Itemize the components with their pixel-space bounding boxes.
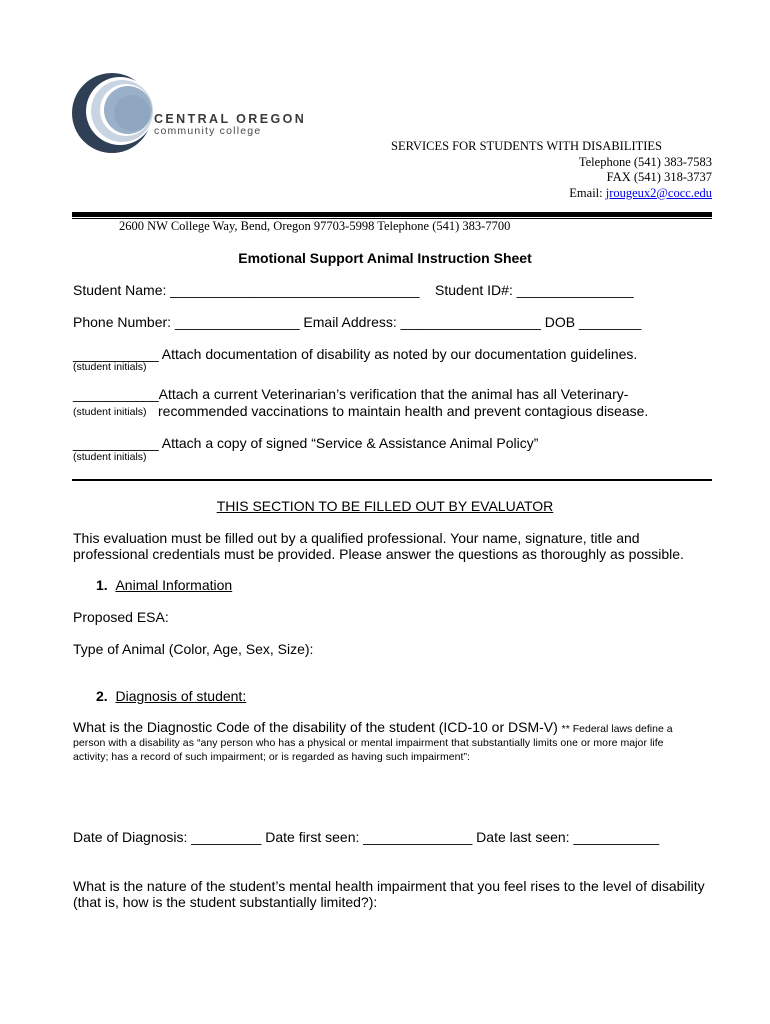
student-initials-label-1: (student initials) [73, 361, 147, 373]
college-address: 2600 NW College Way, Bend, Oregon 97703-5998 Telephone (541) 383-7700 [119, 219, 511, 233]
header-rule [72, 212, 712, 217]
college-logo-icon [70, 68, 154, 158]
section-title-diagnosis: Diagnosis of student: [115, 688, 247, 704]
diagnostic-code-question [73, 719, 673, 735]
email-label: Email: [569, 185, 606, 200]
section-number-2: 2. [96, 688, 108, 704]
section-number-1: 1. [96, 577, 108, 593]
checklist-item-veterinarian-cont: recommended vaccinations to maintain health and prevent contagious disease. [158, 403, 649, 419]
office-title: SERVICES FOR STUDENTS WITH DISABILITIES [391, 139, 662, 153]
student-initials-label-2: (student initials) [73, 406, 147, 418]
diagnostic-code-text: What is the Diagnostic Code of the disability of the student (ICD-10 or DSM-V) [73, 719, 558, 735]
office-telephone: Telephone (541) 383-7583 [578, 154, 712, 169]
impairment-question-line2: (that is, how is the student substantially limited?): [73, 894, 378, 910]
contact-fields-row[interactable]: Phone Number: ________________ Email Address: __________________ DOB ________ [73, 314, 642, 330]
section-diagnosis [96, 688, 246, 704]
college-logo [70, 68, 310, 158]
dates-fields-row[interactable]: Date of Diagnosis: _________ Date first seen: ______________ Date last seen: ___________ [73, 829, 660, 845]
section-title-animal-information: Animal Information [115, 577, 233, 593]
office-email-row [391, 186, 712, 202]
proposed-esa-field[interactable]: Proposed ESA: [73, 609, 169, 625]
logo-subname: community college [154, 125, 262, 137]
evaluator-intro-line2: professional credentials must be provided. Please answer the questions as thoroughly as possible. [73, 546, 684, 562]
checklist-item-veterinarian[interactable]: ___________Attach a current Veterinarian’s verification that the animal has all Veterinary- [73, 386, 629, 402]
email-link[interactable]: jrougeux2@cocc.edu [605, 185, 712, 200]
checklist-item-policy[interactable]: ___________ Attach a copy of signed “Service & Assistance Animal Policy” [73, 435, 539, 451]
federal-note-line3: activity; has a record of such impairment; or is regarded as having such impairment”: [73, 751, 470, 763]
federal-note-start: ** Federal laws define a [561, 723, 673, 735]
federal-note-line2: person with a disability as “any person who has a physical or mental impairment that substantially limits one or more major life [73, 737, 664, 749]
office-contact-block [391, 139, 712, 201]
form-title: Emotional Support Animal Instruction Sheet [238, 250, 532, 266]
student-id-field[interactable]: Student ID#: _______________ [435, 282, 634, 298]
student-name-field[interactable]: Student Name: ________________________________ [73, 282, 420, 298]
section-animal-information [96, 577, 232, 593]
section-divider [72, 479, 712, 481]
logo-name: CENTRAL OREGON [154, 112, 307, 126]
office-fax: FAX (541) 318-3737 [606, 170, 712, 184]
checklist-item-documentation[interactable]: ___________ Attach documentation of disability as noted by our documentation guidelines. [73, 346, 638, 362]
type-of-animal-field[interactable]: Type of Animal (Color, Age, Sex, Size): [73, 641, 314, 657]
evaluator-heading: THIS SECTION TO BE FILLED OUT BY EVALUATOR [216, 498, 554, 514]
evaluator-intro-line1: This evaluation must be filled out by a qualified professional. Your name, signature, title and [73, 530, 640, 546]
student-initials-label-3: (student initials) [73, 451, 147, 463]
impairment-question-line1: What is the nature of the student’s mental health impairment that you feel rises to the level of disability [73, 878, 705, 894]
